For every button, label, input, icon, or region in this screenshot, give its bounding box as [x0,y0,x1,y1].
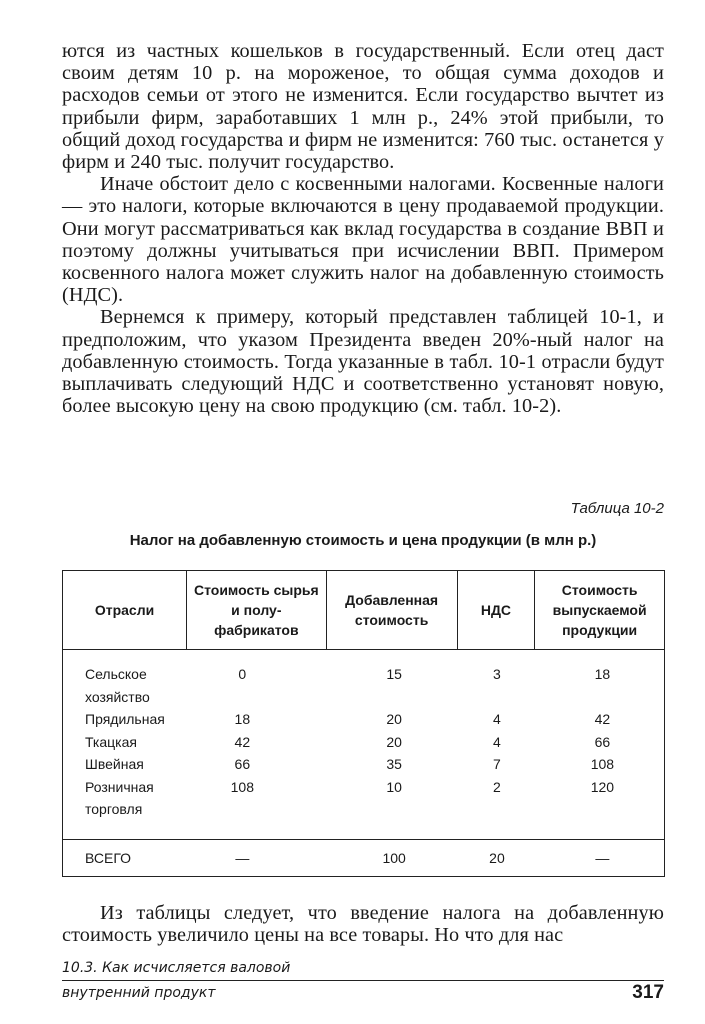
row-output: 42 [594,711,611,727]
table-row [63,708,665,731]
table-title: Налог на добавленную стоимость и цена продукции (в млн р.) [129,532,597,549]
row-name-line2: хозяйство [85,688,150,705]
row-vat: 7 [493,756,501,772]
paragraph-after-table [62,902,664,946]
table-row [63,650,665,686]
total-raw: — [235,849,250,866]
table-row [63,753,665,776]
table-row-continuation [63,686,665,709]
paragraph-2: Иначе обстоит дело с косвенными налогами. Косвенные налоги — это налоги, которые включаются в цену продаваемой продукции. Они могут рассматриваться как вклад государства в создание ВВП и поэтому должны учитываться при исчислении ВВП. Примером косвенного налога может служить налог на добавленную стоимость (НДС). [62,173,664,307]
row-raw: 66 [234,756,251,772]
row-output: 18 [594,666,611,682]
row-raw: 0 [238,666,247,682]
running-footer [62,958,664,1005]
row-output: 66 [594,733,611,750]
row-name: Сельское [85,666,147,682]
row-added: 20 [386,711,402,727]
paragraph-4: Из таблицы следует, что введение налога на добавленную стоимость увеличило цены на все товары. Но что для нас [62,902,664,947]
row-name: Швейная [85,756,144,772]
row-raw: 42 [234,733,251,750]
row-name: Розничная [85,778,154,795]
row-added: 20 [386,733,402,750]
vat-table [62,570,665,877]
row-vat: 3 [493,666,501,682]
row-added: 10 [386,778,402,795]
row-name: Ткацкая [85,733,137,750]
table-row [63,776,665,799]
row-vat: 2 [493,778,501,795]
table-total-row [63,839,665,876]
paragraph-3: Вернемся к примеру, который представлен таблицей 10-1, и предположим, что указом Президента введен 20%-ный налог на добавленную стоимость. Тогда указанные в табл. 10-1 отрасли будут выплачивать следующий НДС и соответственно установят новую, более высокую цену на свою продукцию (см. табл. 10-2). [62,306,664,418]
header-output-value: Стоимость выпускаемой продукции [535,571,665,650]
row-vat: 4 [493,733,501,750]
header-raw-materials: Стоимость сырья и полу-фабрикатов [187,571,327,650]
row-added: 35 [386,756,402,772]
footer-section-line2: внутренний продукт [62,985,216,1001]
table-header-row [63,571,665,650]
row-name: Прядильная [85,711,165,727]
row-raw: 18 [234,711,251,727]
header-vat: НДС [457,571,535,650]
row-name-line2: торговля [85,801,143,817]
total-vat: 20 [489,849,505,866]
table-number-label: Таблица 10-2 [570,500,664,517]
header-industry: Отрасли [63,571,187,650]
row-added: 15 [386,666,402,682]
total-label: ВСЕГО [85,849,132,866]
row-raw: 108 [230,778,254,795]
table-row [63,731,665,754]
table-row-continuation [63,798,665,839]
header-added-value: Добавленная стоимость [326,571,457,650]
footer-section-line1: 10.3. Как исчисляется валовой [62,960,291,976]
row-output: 120 [590,778,615,795]
total-output: — [595,849,610,866]
page-number: 317 [632,982,664,1003]
page-body [62,40,664,417]
paragraph-1: ются из частных кошельков в государственный. Если отец даст своим детям 10 р. на мороженое, то общая сумма доходов и расходов семьи от этого не изменится. Если государство вычтет из прибыли фирм, заработавших 1 млн р., 24% этой прибыли, то общий доход государства и фирм не изменится: 760 тыс. останется у фирм и 240 тыс. получит государство. [62,40,664,174]
total-added: 100 [382,849,406,866]
row-vat: 4 [493,711,501,727]
row-output: 108 [590,756,615,772]
